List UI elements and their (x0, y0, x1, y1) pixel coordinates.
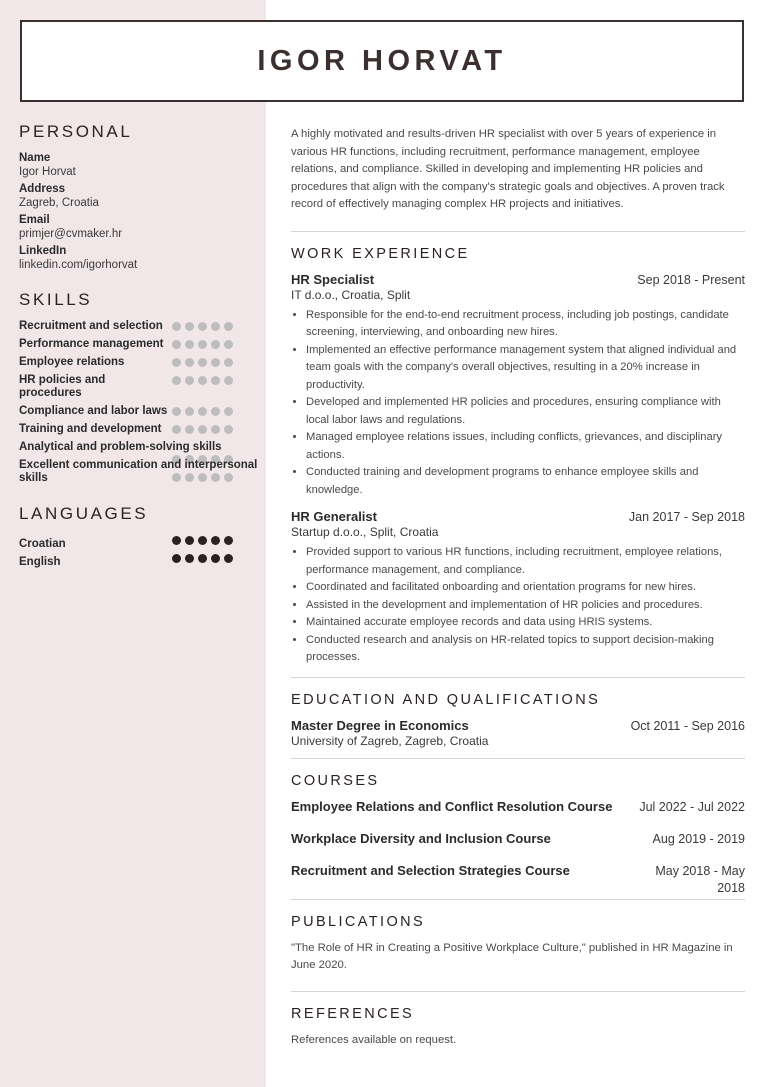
personal-label-email: Email (19, 214, 50, 226)
rating-dot (185, 322, 194, 331)
rating-dot (224, 376, 233, 385)
job-bullet: • Developed and implemented HR policies and procedures, ensuring compliance with local labor laws and regulations. (306, 394, 745, 429)
rating-dot (185, 358, 194, 367)
candidate-name: IGOR HORVAT (257, 44, 507, 77)
personal-value-address: Zagreb, Croatia (19, 197, 99, 209)
course-name: Employee Relations and Conflict Resolution Course (291, 798, 613, 814)
education-section (291, 692, 745, 748)
rating-dots (172, 554, 233, 563)
languages-section (19, 504, 262, 570)
rating-dot (224, 340, 233, 349)
rating-dot (224, 322, 233, 331)
job-date: Sep 2018 - Present (637, 272, 745, 287)
rating-dot (185, 554, 194, 563)
language-label: Croatian (19, 538, 66, 550)
personal-value-linkedin: linkedin.com/igorhorvat (19, 259, 138, 271)
job-bullet: • Responsible for the end-to-end recruitment process, including job postings, candidate screening, interviewing, and onboarding new hires. (306, 307, 745, 342)
language-item (19, 552, 262, 570)
education-school: University of Zagreb, Zagreb, Croatia (291, 733, 489, 748)
skill-item (19, 423, 262, 436)
personal-label-name: Name (19, 152, 51, 164)
job-bullet: • Coordinated and facilitated onboarding and orientation programs for new hires. (306, 579, 745, 597)
rating-dot (172, 322, 181, 331)
rating-dot (224, 407, 233, 416)
rating-dots (172, 376, 233, 385)
rating-dot (211, 358, 220, 367)
job-bullet: • Maintained accurate employee records and data using HRIS systems. (306, 614, 745, 632)
rating-dot (211, 425, 220, 434)
job-title: HR Generalist (291, 509, 377, 524)
divider (291, 677, 745, 678)
rating-dot (198, 536, 207, 545)
main-content (291, 126, 745, 1049)
rating-dots (172, 407, 233, 416)
skill-item (19, 374, 262, 400)
rating-dot (224, 358, 233, 367)
job-company: Startup d.o.o., Split, Croatia (291, 525, 439, 539)
job-bullet: • Implemented an effective performance management system that aligned individual and team goals with the company's overall objectives, resulting in a 20% increase in productivity. (306, 342, 745, 395)
job-head (291, 272, 745, 287)
rating-dots (172, 425, 233, 434)
rating-dot (172, 340, 181, 349)
work-title: WORK EXPERIENCE (291, 245, 470, 262)
education-head (291, 718, 745, 733)
skills-section (19, 290, 262, 485)
job-entry (291, 272, 745, 500)
rating-dot (198, 376, 207, 385)
skill-item (19, 356, 262, 369)
skills-title: SKILLS (19, 290, 93, 309)
rating-dot (211, 340, 220, 349)
rating-dot (172, 407, 181, 416)
rating-dots (172, 358, 233, 367)
rating-dot (198, 407, 207, 416)
rating-dot (224, 536, 233, 545)
job-entry (291, 509, 745, 667)
skill-label: Performance management (19, 338, 164, 350)
rating-dot (172, 358, 181, 367)
personal-value-email: primjer@cvmaker.hr (19, 228, 123, 240)
course-item (291, 831, 745, 863)
course-name: Workplace Diversity and Inclusion Course (291, 830, 551, 846)
rating-dot (198, 425, 207, 434)
education-title: EDUCATION AND QUALIFICATIONS (291, 691, 601, 708)
rating-dot (185, 376, 194, 385)
divider (291, 899, 745, 900)
rating-dots (172, 340, 233, 349)
job-date: Jan 2017 - Sep 2018 (628, 510, 745, 524)
job-bullet: • Provided support to various HR functions, including recruitment, employee relations, performance management, and compliance. (306, 544, 745, 579)
publications-title: PUBLICATIONS (291, 913, 426, 930)
course-name: Recruitment and Selection Strategies Course (291, 862, 570, 878)
job-bullet: • Managed employee relations issues, including conflicts, grievances, and disciplinary actions. (306, 429, 745, 464)
rating-dot (211, 554, 220, 563)
job-title: HR Specialist (291, 271, 375, 287)
job-bullet: • Conducted training and development programs to enhance employee skills and knowledge. (306, 464, 745, 499)
education-date: Oct 2011 - Sep 2016 (630, 718, 745, 733)
job-bullets (291, 307, 745, 500)
personal-section (19, 122, 262, 272)
personal-label-address: Address (19, 183, 66, 195)
skill-item (19, 405, 262, 418)
references-section (291, 1006, 745, 1050)
job-bullets (291, 544, 745, 667)
courses-section (291, 773, 745, 895)
rating-dot (185, 340, 194, 349)
work-section (291, 246, 745, 667)
job-bullet: • Assisted in the development and implementation of HR policies and procedures. (306, 597, 745, 615)
rating-dot (172, 376, 181, 385)
rating-dot (185, 425, 194, 434)
education-degree: Master Degree in Economics (291, 717, 469, 733)
courses-title: COURSES (291, 772, 380, 789)
skill-item (19, 320, 262, 333)
rating-dot (211, 407, 220, 416)
personal-title: PERSONAL (19, 122, 133, 141)
rating-dot (185, 536, 194, 545)
rating-dot (172, 425, 181, 434)
course-date: Jul 2022 - Jul 2022 (639, 799, 745, 814)
name-header (20, 20, 744, 102)
rating-dot (211, 536, 220, 545)
skills-list (19, 320, 262, 485)
rating-dot (185, 407, 194, 416)
skill-item (19, 441, 262, 454)
language-item (19, 534, 262, 552)
jobs-list (291, 272, 745, 667)
publications-text: "The Role of HR in Creating a Positive Workplace Culture," published in HR Magazine in June 2020. (291, 941, 733, 971)
skill-label: Excellent communication and interpersonal skills (19, 459, 258, 484)
rating-dot (224, 425, 233, 434)
divider (291, 231, 745, 232)
rating-dot (224, 554, 233, 563)
skill-label: Compliance and labor laws (19, 405, 168, 417)
language-label: English (19, 556, 61, 568)
rating-dots (172, 322, 233, 331)
course-date: May 2018 - May 2018 (655, 863, 745, 895)
rating-dot (198, 358, 207, 367)
divider (291, 758, 745, 759)
rating-dot (211, 322, 220, 331)
personal-label-linkedin: LinkedIn (19, 245, 67, 257)
languages-title: LANGUAGES (19, 504, 149, 523)
references-text: References available on request. (291, 1033, 457, 1046)
skill-label: HR policies and procedures (19, 374, 106, 399)
course-item (291, 863, 745, 895)
rating-dots (172, 536, 233, 545)
rating-dot (198, 554, 207, 563)
skill-label: Training and development (19, 423, 162, 435)
rating-dot (172, 554, 181, 563)
job-head (291, 509, 745, 524)
references-title: REFERENCES (291, 1005, 415, 1022)
languages-list (19, 534, 262, 570)
rating-dot (198, 322, 207, 331)
rating-dot (198, 340, 207, 349)
profile-summary: A highly motivated and results-driven HR specialist with over 5 years of experience in various HR functions, including recruitment, performance management, employee relations, and compliance. Skilled in developing and implementing HR policies and procedures that align with the company's strategic goals and objectives. A proven track record of effectively managing complex HR projects and initiatives. (291, 128, 725, 210)
job-bullet: • Conducted research and analysis on HR-related topics to support decision-making processes. (306, 632, 745, 667)
personal-value-name: Igor Horvat (19, 166, 76, 178)
courses-list (291, 799, 745, 895)
skill-label: Employee relations (19, 356, 125, 368)
divider (291, 991, 745, 992)
skill-label: Recruitment and selection (19, 320, 163, 332)
course-date: Aug 2019 - 2019 (652, 831, 745, 846)
job-company: IT d.o.o., Croatia, Split (291, 287, 411, 302)
course-item (291, 799, 745, 831)
rating-dot (211, 376, 220, 385)
skill-item (19, 459, 262, 485)
skill-item (19, 338, 262, 351)
publications-section (291, 914, 745, 975)
rating-dot (172, 536, 181, 545)
sidebar (19, 122, 262, 570)
skill-label: Analytical and problem-solving skills (19, 441, 222, 453)
